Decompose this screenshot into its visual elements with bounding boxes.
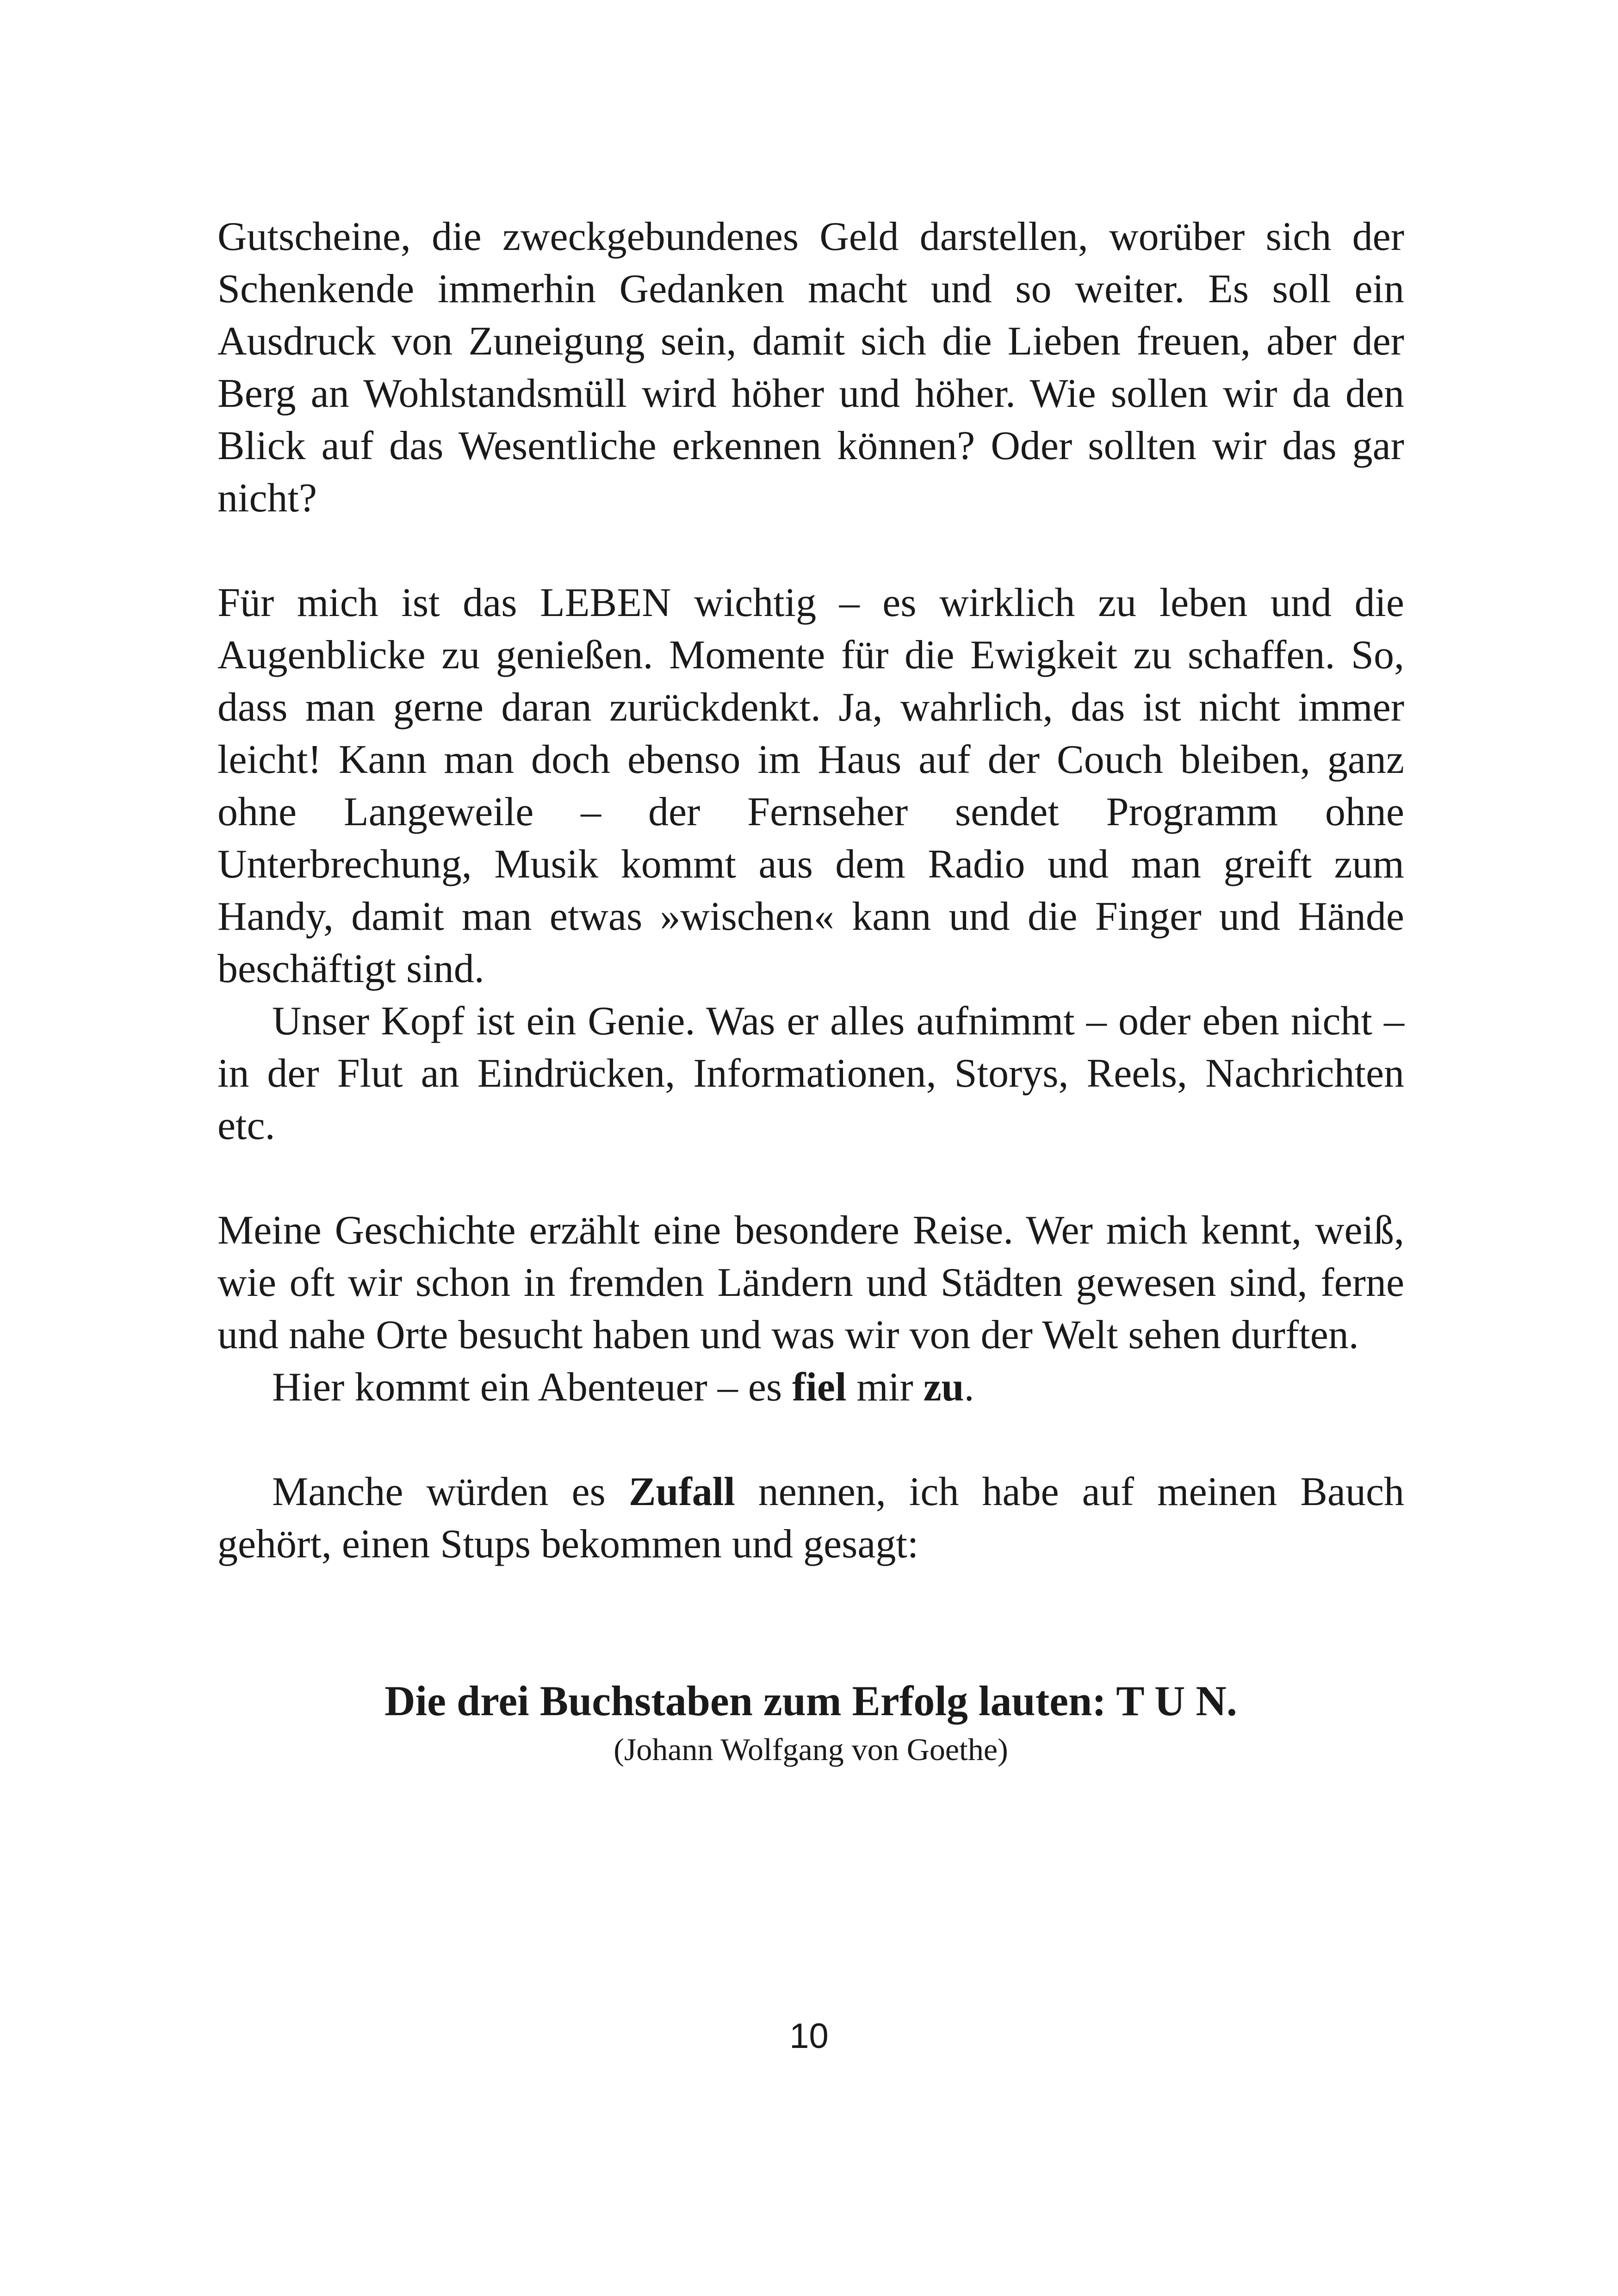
page-body — [217, 211, 1404, 1570]
paragraph-6-bold: Zufall — [628, 1469, 735, 1514]
paragraph-5-bold-a: fiel — [792, 1365, 847, 1410]
paragraph-4: Meine Geschichte erzählt eine besondere Reise. Wer mich kennt, weiß, wie oft wir schon in fremden Ländern und Städten gewesen sind, ferne und nahe Orte besucht haben und was wir von der Welt sehen durften. — [217, 1208, 1404, 1357]
paragraph-3: Unser Kopf ist ein Genie. Was er alles aufnimmt – oder eben nicht – in der Flut an Eindrücken, Informationen, Storys, Reels, Nachrichten etc. — [217, 999, 1404, 1148]
paragraph-5 — [217, 1361, 1404, 1413]
paragraph-5-text-b: mir — [846, 1365, 924, 1410]
paragraph-6 — [217, 1466, 1404, 1570]
quote-source: (Johann Wolfgang von Goethe) — [614, 1732, 1008, 1767]
quote-block — [217, 1673, 1404, 1770]
paragraph-5-text-a: Hier kommt ein Abenteuer – es — [272, 1365, 793, 1410]
paragraph-6-text-a: Manche würden es — [272, 1469, 629, 1514]
paragraph-1: Gutscheine, die zweckgebundenes Geld darstellen, worüber sich der Schenkende immerhin Gedanken macht und so weiter. Es soll ein Ausdruck von Zuneigung sein, damit sich die Lieben freuen, aber der Berg an Wohlstandsmüll wird höher und höher. Wie sollen wir da den Blick auf das Wesentliche erkennen können? Oder sollten wir das gar nicht? — [217, 214, 1404, 521]
paragraph-5-bold-b: zu — [923, 1365, 964, 1410]
paragraph-6-text-b: nennen, ich habe auf meinen Bauch gehört, einen Stups bekommen und gesagt: — [217, 1469, 1405, 1567]
paragraph-5-text-c: . — [964, 1365, 974, 1410]
paragraph-2: Für mich ist das LEBEN wichtig – es wirklich zu leben und die Augenblicke zu genießen. Momente für die Ewigkeit zu schaffen. So, dass man gerne daran zurückdenkt. Ja, wahrlich, das ist nicht immer leicht! Kann man doch ebenso im Haus auf der Couch bleiben, ganz ohne Langeweile – der Fernseher sendet Programm ohne Unterbrechung, Musik kommt aus dem Radio und man greift zum Handy, damit man etwas »wischen« kann und die Finger und Hände beschäftigt sind. — [217, 580, 1404, 991]
quote-text: Die drei Buchstaben zum Erfolg lauten: T U N. — [384, 1677, 1237, 1724]
page-number: 10 — [789, 2016, 829, 2056]
